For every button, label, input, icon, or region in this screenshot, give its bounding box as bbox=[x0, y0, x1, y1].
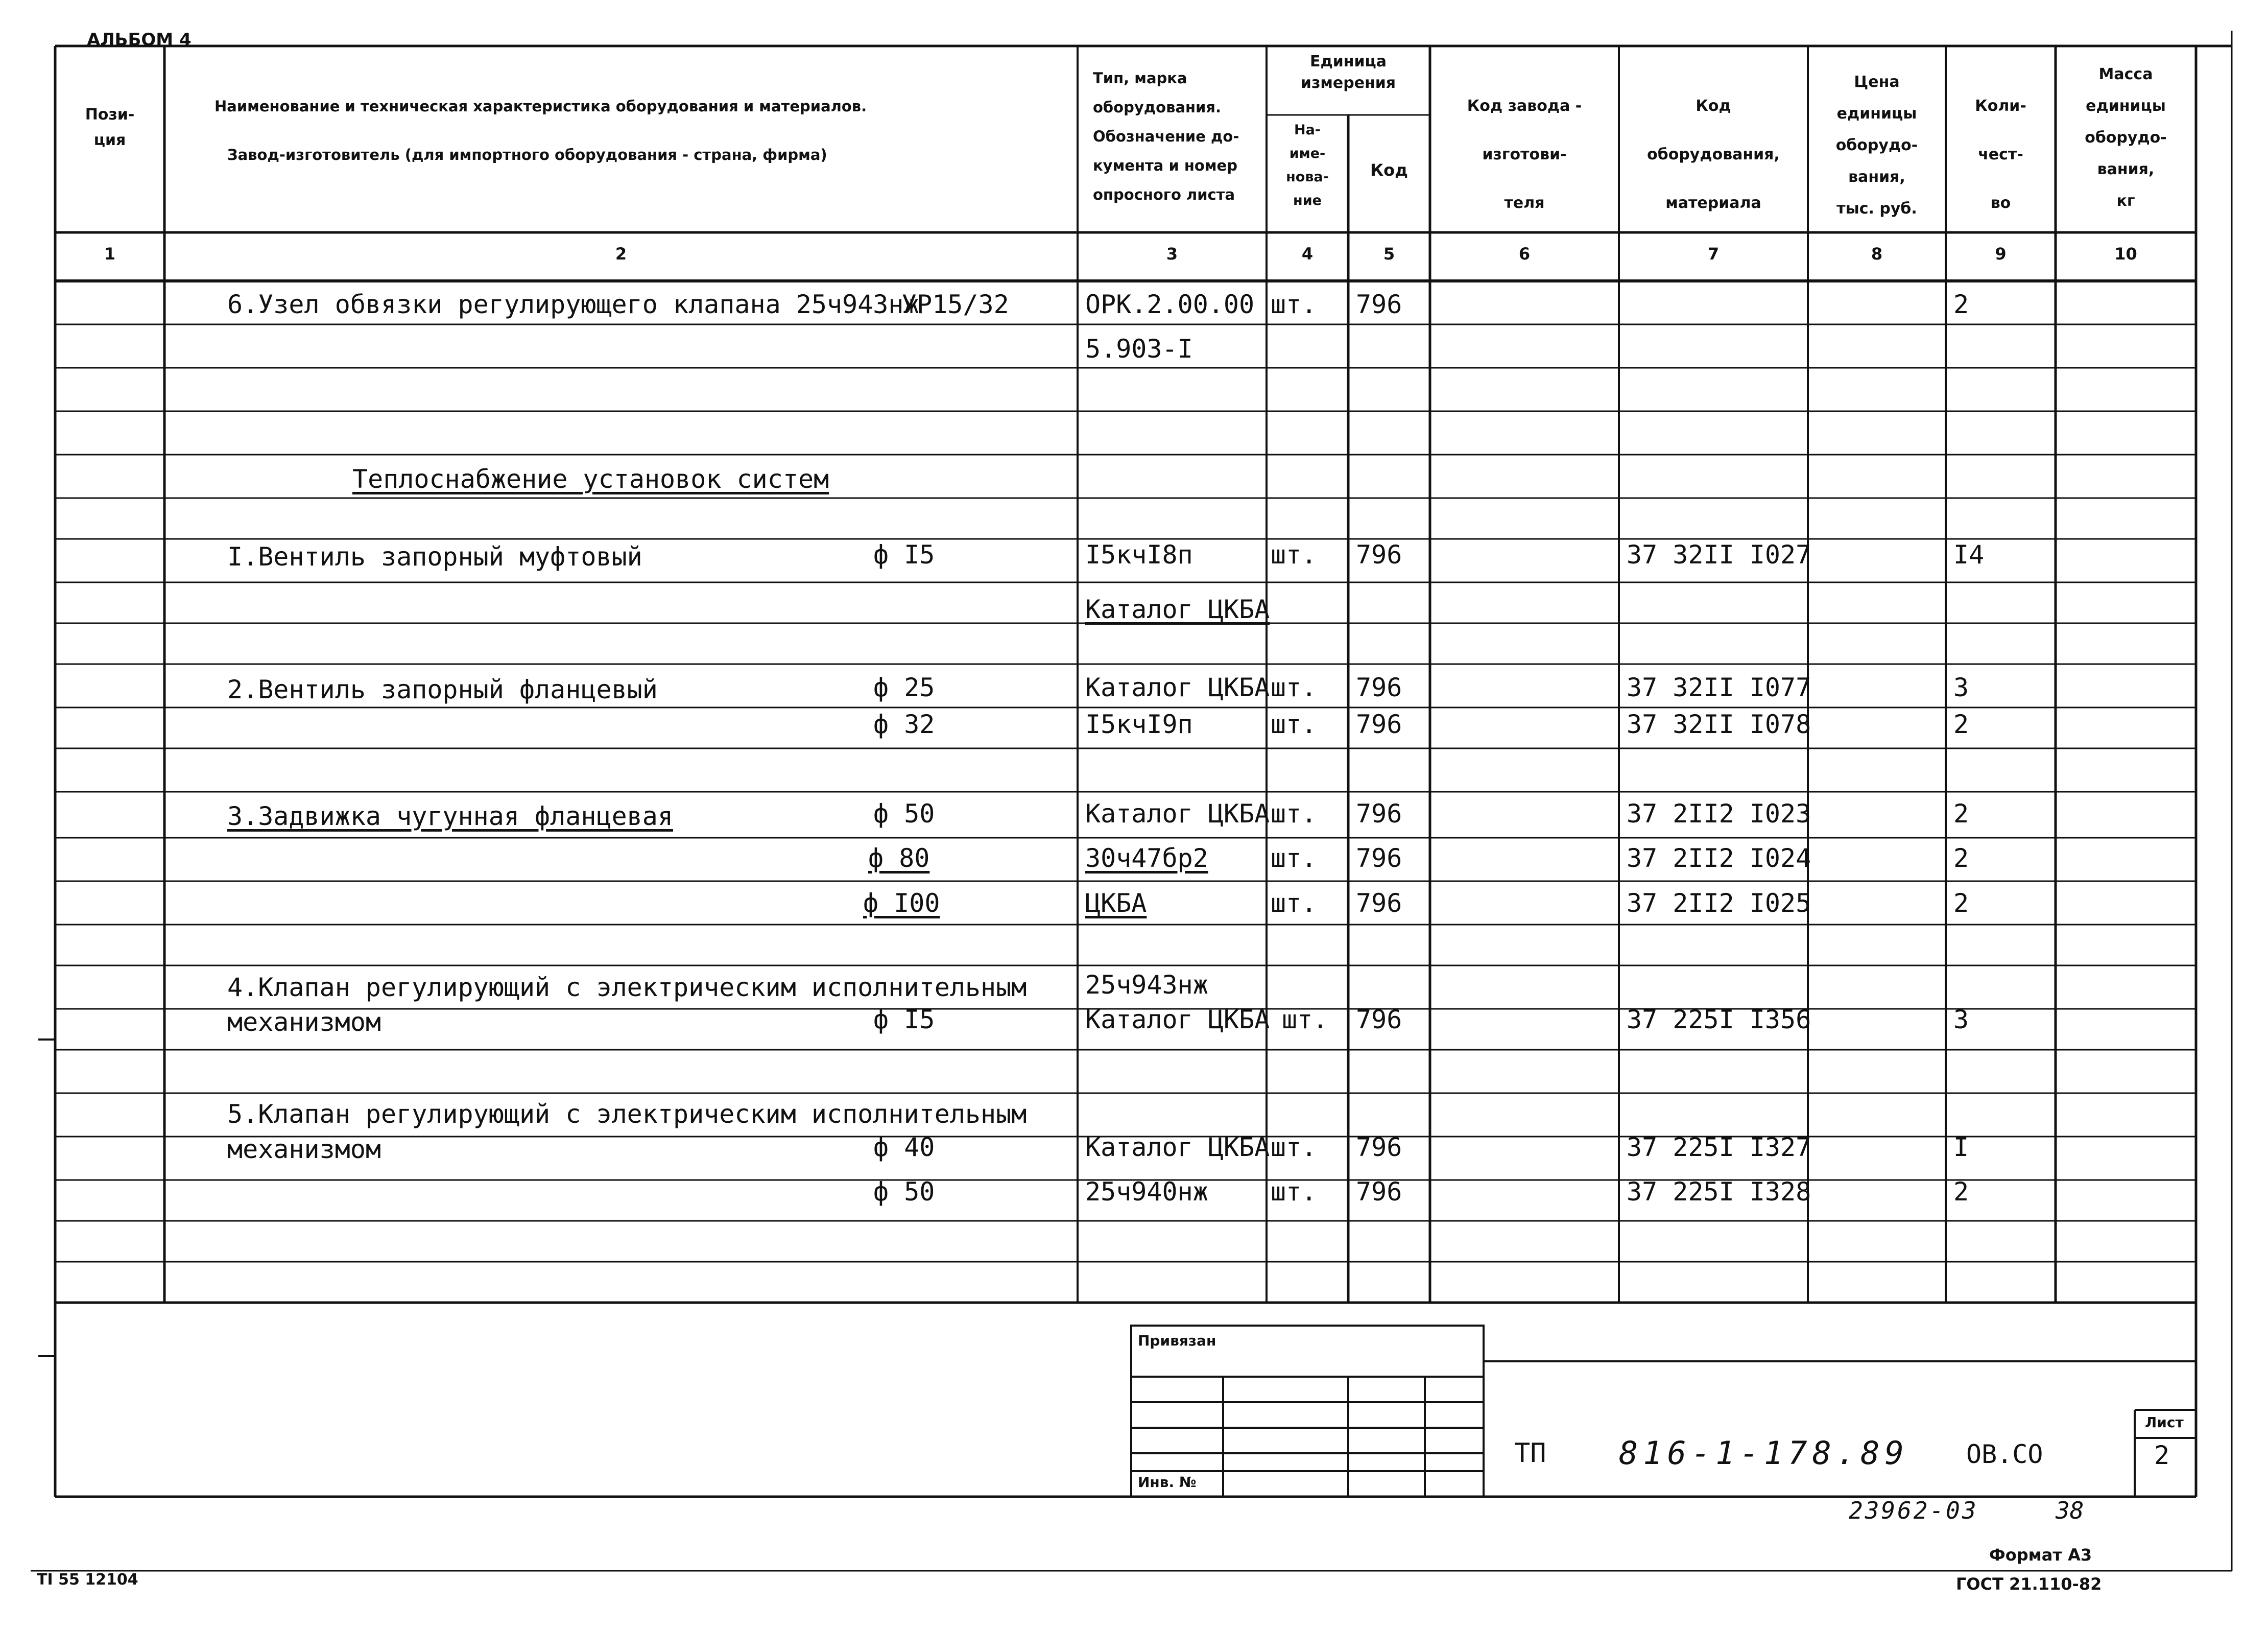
album-label: АЛЬБОМ 4 bbox=[87, 30, 192, 50]
item-unit: шт. bbox=[1282, 1005, 1328, 1034]
column-number: 1 bbox=[104, 244, 116, 264]
handwritten-page: 38 bbox=[2056, 1497, 2084, 1524]
item-quantity: 2 bbox=[1953, 799, 1969, 829]
item-type: 25ч943нж bbox=[1085, 970, 1208, 1000]
item-quantity: I bbox=[1953, 1132, 1969, 1162]
item-unit-code: 796 bbox=[1356, 290, 1402, 319]
header-price-line: единицы bbox=[1836, 105, 1917, 123]
item-type: 30ч47бр2 bbox=[1085, 843, 1208, 873]
item-name: механизмом bbox=[227, 1135, 381, 1164]
item-quantity: 2 bbox=[1953, 710, 1969, 739]
header-name-line1: Наименование и техническая характеристика оборудования и материалов. bbox=[214, 98, 867, 115]
item-type: Каталог ЦКБА bbox=[1085, 799, 1270, 829]
item-material-code: 37 225I I327 bbox=[1627, 1132, 1811, 1162]
item-quantity: 3 bbox=[1953, 1005, 1969, 1034]
header-unit-code: Код bbox=[1370, 160, 1408, 180]
item-diameter: ф 50 bbox=[873, 1177, 935, 1207]
header-type-line: опросного листа bbox=[1093, 186, 1235, 203]
header-type bbox=[1093, 64, 1239, 209]
item-unit: шт. bbox=[1271, 843, 1317, 873]
header-position-line: ция bbox=[93, 131, 126, 149]
header-position bbox=[57, 102, 162, 153]
header-unit-line: Единица bbox=[1310, 53, 1387, 70]
item-quantity: 2 bbox=[1953, 888, 1969, 918]
header-material-code-line: материала bbox=[1665, 194, 1761, 212]
header-type-line: Тип, марка bbox=[1093, 69, 1187, 87]
item-quantity: 2 bbox=[1953, 1177, 1969, 1207]
item-type: I5кчI8п bbox=[1085, 540, 1193, 570]
header-mass-line: единицы bbox=[2086, 97, 2166, 115]
header-mass-line: кг bbox=[2116, 192, 2135, 210]
header-type-line: оборудования. bbox=[1093, 99, 1222, 116]
header-unit-name-line: На- bbox=[1294, 122, 1321, 138]
column-number: 5 bbox=[1383, 244, 1395, 264]
item-name: 3.Задвижка чугунная фланцевая bbox=[227, 801, 673, 831]
item-material-code: 37 2II2 I023 bbox=[1627, 799, 1811, 829]
item-unit-code: 796 bbox=[1356, 799, 1402, 829]
handwritten-number: 23962-03 bbox=[1849, 1497, 1978, 1524]
item-unit-code: 796 bbox=[1356, 710, 1402, 739]
item-quantity: I4 bbox=[1953, 540, 1985, 570]
item-type: Каталог ЦКБА bbox=[1085, 1005, 1270, 1034]
stamp-privyazan: Привязан bbox=[1138, 1332, 1216, 1349]
column-number: 3 bbox=[1166, 244, 1178, 264]
item-name: 2.Вентиль запорный фланцевый bbox=[227, 675, 658, 704]
item-unit: шт. bbox=[1271, 1132, 1317, 1162]
header-price-line: вания, bbox=[1848, 168, 1905, 186]
header-mass-line: Масса bbox=[2098, 65, 2153, 83]
item-material-code: 37 32II I077 bbox=[1627, 673, 1811, 702]
item-name: 5.Клапан регулирующий с электрическим исполнительным bbox=[227, 1099, 1027, 1129]
item-name: 6.Узел обвязки регулирующего клапана 25ч943нж bbox=[227, 290, 919, 319]
item-type: I5кчI9п bbox=[1085, 710, 1193, 739]
header-mass bbox=[2056, 59, 2196, 217]
header-mass-line: оборудо- bbox=[2085, 129, 2167, 147]
stamp-document-code: 816-1-178.89 bbox=[1619, 1434, 1909, 1472]
column-number: 6 bbox=[1518, 244, 1531, 264]
item-unit: шт. bbox=[1271, 290, 1317, 319]
header-type-line: кумента и номер bbox=[1093, 157, 1237, 174]
item-quantity: 2 bbox=[1953, 843, 1969, 873]
column-number: 9 bbox=[1995, 244, 2007, 264]
header-material-code-line: Код bbox=[1696, 97, 1731, 115]
item-name: I.Вентиль запорный муфтовый bbox=[227, 542, 642, 572]
item-material-code: 37 2II2 I024 bbox=[1627, 843, 1811, 873]
item-type: ОРК.2.00.00 bbox=[1085, 290, 1255, 319]
item-diameter: ф I5 bbox=[873, 1005, 935, 1034]
header-price bbox=[1808, 66, 1946, 225]
header-plant-code-line: Код завода - bbox=[1467, 97, 1582, 115]
header-unit-line: измерения bbox=[1300, 74, 1396, 92]
stamp-tp: ТП bbox=[1514, 1438, 1546, 1469]
header-quantity-line: Коли- bbox=[1975, 97, 2026, 115]
item-quantity: 3 bbox=[1953, 673, 1969, 702]
item-diameter: ф I5 bbox=[873, 540, 935, 570]
item-unit-code: 796 bbox=[1356, 1132, 1402, 1162]
item-quantity: 2 bbox=[1953, 290, 1969, 319]
header-price-line: тыс. руб. bbox=[1836, 200, 1917, 218]
item-unit: шт. bbox=[1271, 540, 1317, 570]
header-price-line: Цена bbox=[1854, 73, 1900, 91]
item-unit: шт. bbox=[1271, 1177, 1317, 1207]
item-type: ЦКБА bbox=[1085, 888, 1147, 918]
item-unit-code: 796 bbox=[1356, 1005, 1402, 1034]
section-title: Теплоснабжение установок систем bbox=[352, 464, 829, 494]
format-label: Формат А3 bbox=[1989, 1545, 2092, 1565]
header-quantity-line: во bbox=[1990, 194, 2011, 212]
item-type: 5.903-I bbox=[1085, 334, 1193, 364]
item-type: Каталог ЦКБА bbox=[1085, 1132, 1270, 1162]
stamp-sheet-label: Лист bbox=[2145, 1414, 2184, 1431]
item-unit-code: 796 bbox=[1356, 843, 1402, 873]
item-material-code: 37 2II2 I025 bbox=[1627, 888, 1811, 918]
column-number: 2 bbox=[615, 244, 627, 264]
item-diameter: ф I00 bbox=[863, 888, 940, 918]
column-number: 7 bbox=[1707, 244, 1720, 264]
column-number: 10 bbox=[2114, 244, 2137, 264]
header-unit-name-line: ние bbox=[1293, 193, 1322, 208]
print-code: ТI 55 12104 bbox=[37, 1571, 138, 1589]
header-material-code bbox=[1619, 82, 1808, 227]
item-diameter: ф 40 bbox=[873, 1132, 935, 1162]
item-unit-code: 796 bbox=[1356, 1177, 1402, 1207]
item-type: Каталог ЦКБА bbox=[1085, 595, 1270, 624]
item-name: 4.Клапан регулирующий с электрическим исполнительным bbox=[227, 973, 1027, 1002]
item-material-code: 37 225I I328 bbox=[1627, 1177, 1811, 1207]
header-plant-code bbox=[1430, 82, 1619, 227]
stamp-inventory-number: Инв. № bbox=[1138, 1474, 1197, 1491]
header-type-line: Обозначение до- bbox=[1093, 128, 1239, 145]
stamp-sheet-number: 2 bbox=[2154, 1441, 2170, 1470]
header-plant-code-line: изготови- bbox=[1482, 146, 1567, 163]
header-mass-line: вания, bbox=[2097, 160, 2155, 178]
header-quantity-line: чест- bbox=[1978, 146, 2023, 163]
item-unit: шт. bbox=[1271, 799, 1317, 829]
item-diameter: ф 50 bbox=[873, 799, 935, 829]
item-type: Каталог ЦКБА bbox=[1085, 673, 1270, 702]
item-unit: шт. bbox=[1271, 888, 1317, 918]
item-name: механизмом bbox=[227, 1007, 381, 1037]
item-material-code: 37 32II I027 bbox=[1627, 540, 1811, 570]
header-unit bbox=[1267, 51, 1430, 94]
item-diameter: ф 80 bbox=[868, 843, 930, 873]
header-plant-code-line: теля bbox=[1504, 194, 1545, 212]
item-type: 25ч940нж bbox=[1085, 1177, 1208, 1207]
item-material-code: 37 225I I356 bbox=[1627, 1005, 1811, 1034]
gost-label: ГОСТ 21.110-82 bbox=[1956, 1574, 2102, 1594]
item-material-code: 37 32II I078 bbox=[1627, 710, 1811, 739]
item-unit: шт. bbox=[1271, 710, 1317, 739]
column-number: 8 bbox=[1871, 244, 1883, 264]
item-unit-code: 796 bbox=[1356, 888, 1402, 918]
item-unit: шт. bbox=[1271, 673, 1317, 702]
header-price-line: оборудо- bbox=[1835, 136, 1918, 154]
item-unit-code: 796 bbox=[1356, 540, 1402, 570]
item-unit-code: 796 bbox=[1356, 673, 1402, 702]
item-diameter: ф 32 bbox=[873, 710, 935, 739]
item-diameter: ф 25 bbox=[873, 673, 935, 702]
column-number: 4 bbox=[1301, 244, 1314, 264]
header-material-code-line: оборудования, bbox=[1647, 146, 1780, 163]
header-unit-name bbox=[1268, 119, 1347, 213]
header-unit-name-line: нова- bbox=[1286, 169, 1329, 185]
header-name-line2: Завод-изготовитель (для импортного оборудования - страна, фирма) bbox=[227, 146, 827, 163]
header-quantity bbox=[1946, 82, 2056, 227]
header-position-line: Пози- bbox=[85, 106, 135, 124]
stamp-document-suffix: ОВ.СО bbox=[1966, 1439, 2043, 1469]
header-unit-name-line: име- bbox=[1289, 146, 1326, 161]
item-size: УР15/32 bbox=[901, 290, 1009, 319]
